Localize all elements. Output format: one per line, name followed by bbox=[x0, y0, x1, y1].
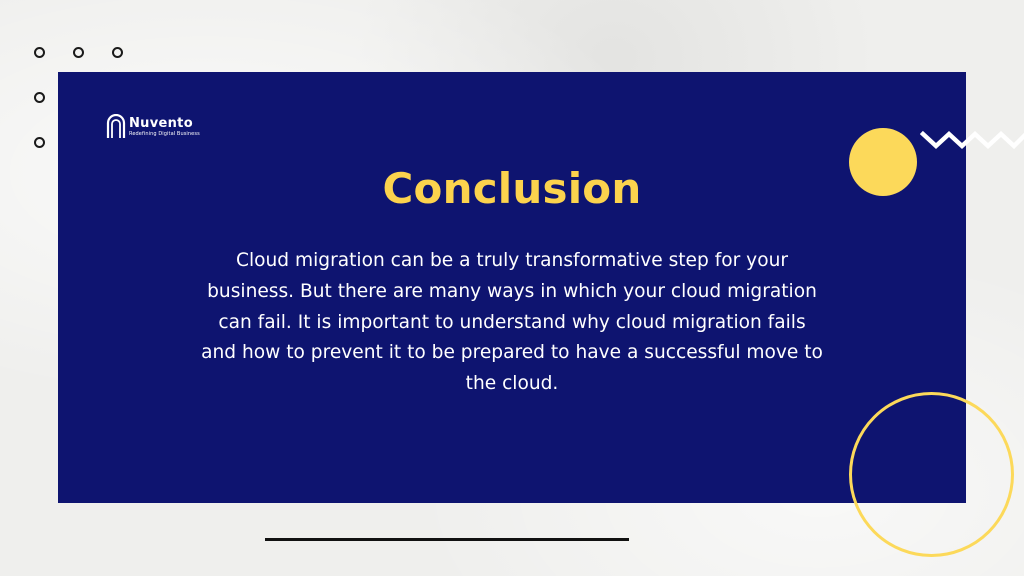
slide-title: Conclusion bbox=[382, 164, 642, 213]
decor-dot-2 bbox=[73, 47, 84, 58]
zigzag-decoration-icon bbox=[920, 124, 1024, 154]
slide-body: Cloud migration can be a truly transformative step for your business. But there are many ways in which your cloud migration can fail. It is important to understand why cloud migration fails and how to prevent it to be prepared to have a successful move to the cloud. bbox=[201, 250, 823, 395]
decor-yellow-ring bbox=[849, 392, 1014, 557]
decor-yellow-circle bbox=[849, 128, 917, 196]
divider-line bbox=[265, 538, 629, 541]
nuvento-logo-icon bbox=[106, 114, 126, 140]
logo-tagline: Redefining Digital Business bbox=[129, 131, 200, 137]
brand-logo bbox=[106, 113, 200, 141]
decor-dot-3 bbox=[112, 47, 123, 58]
decor-dot-4 bbox=[34, 92, 45, 103]
decor-dot-6 bbox=[34, 137, 45, 148]
logo-name: Nuvento bbox=[129, 116, 193, 131]
decor-dot-1 bbox=[34, 47, 45, 58]
